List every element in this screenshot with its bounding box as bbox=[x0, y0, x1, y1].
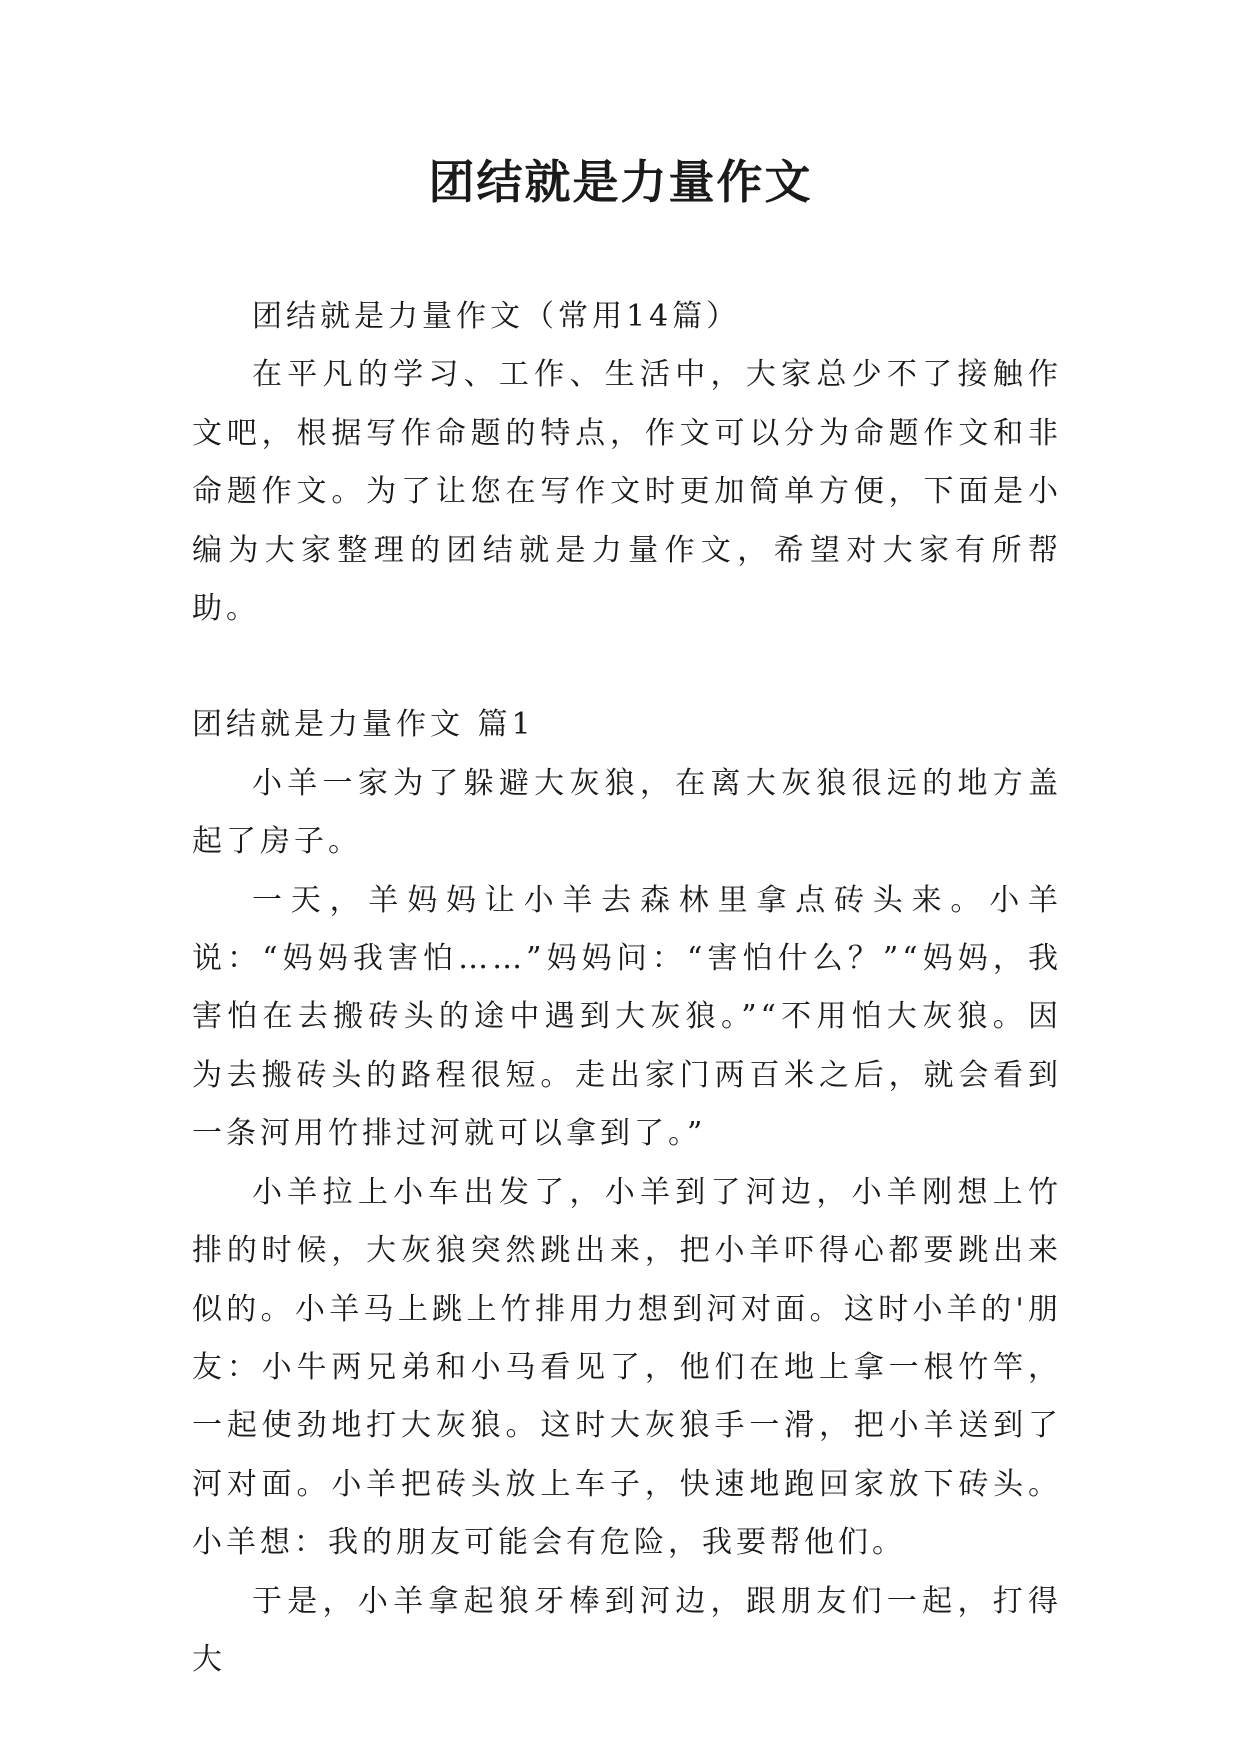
section-spacer bbox=[192, 638, 1062, 696]
story-paragraph: 小羊一家为了躲避大灰狼，在离大灰狼很远的地方盖起了房子。 bbox=[192, 765, 1062, 860]
story-paragraph: 小羊拉上小车出发了，小羊到了河边，小羊刚想上竹排的时候，大灰狼突然跳出来，把小羊吓得心都要跳出来似的。小羊马上跳上竹排用力想到河对面。这时小羊的'朋友：小牛两兄弟和小马看见了，他们在地上拿一根竹竿，一起使劲地打大灰狼。这时大灰狼手一滑，把小羊送到了河对面。小羊把砖头放上车子，快速地跑回家放下砖头。小羊想：我的朋友可能会有危险，我要帮他们。 bbox=[192, 1174, 1062, 1561]
document-title: 团结就是力量作文 bbox=[428, 155, 813, 209]
section-heading: 团结就是力量作文 篇1 bbox=[192, 707, 535, 743]
intro-paragraph: 在平凡的学习、工作、生活中，大家总少不了接触作文吧，根据写作命题的特点，作文可以分为命题作文和非命题作文。为了让您在写作文时更加简单方便，下面是小编为大家整理的团结就是力量作文，希望对大家有所帮助。 bbox=[192, 357, 1062, 627]
intro-subtitle: 团结就是力量作文（常用14篇） bbox=[252, 299, 741, 334]
story-paragraph: 一天，羊妈妈让小羊去森林里拿点砖头来。小羊说：“妈妈我害怕……”妈妈问：“害怕什么？”“妈妈，我害怕在去搬砖头的途中遇到大灰狼。”“不用怕大灰狼。因为去搬砖头的路程很短。走出家门两百米之后，就会看到一条河用竹排过河就可以拿到了。” bbox=[192, 882, 1062, 1152]
document-body bbox=[192, 288, 1062, 1689]
story-paragraph: 于是，小羊拿起狼牙棒到河边，跟朋友们一起，打得大 bbox=[192, 1583, 1062, 1677]
